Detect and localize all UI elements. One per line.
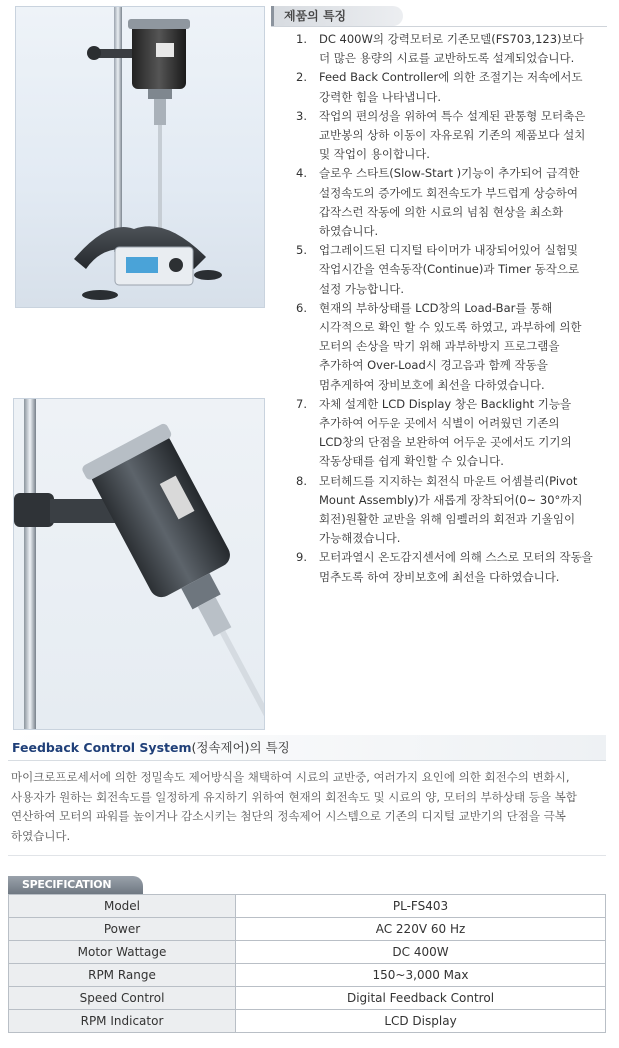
spec-value: PL-FS403 (236, 895, 606, 918)
features-list (286, 30, 598, 587)
product-photo-motor-closeup (13, 398, 265, 730)
spec-label: Model (9, 895, 236, 918)
spec-value: DC 400W (236, 941, 606, 964)
table-row (9, 941, 606, 964)
feature-text: DC 400W의 강력모터로 기존모델(FS703,123)보다 더 많은 용량의 시료를 교반하도록 설계되었습니다. (319, 32, 584, 66)
spec-label: RPM Range (9, 964, 236, 987)
feature-item (286, 164, 598, 241)
feature-number: 8. (296, 473, 307, 488)
feature-text: 슬로우 스타트(Slow-Start )기능이 추가되어 급격한 설정속도의 증가에도 회전속도가 부드럽게 상승하여 갑작스런 작동에 의한 시료의 넘침 현상을 최소화 하였습니다. (319, 166, 580, 239)
product-photo-stirrer-stand (15, 6, 265, 308)
feature-text: 현재의 부하상태를 LCD창의 Load-Bar를 통해 시각적으로 확인 할 수 있도록 하였고, 과부하에 의한 모터의 손상을 막기 위해 과부하방지 프로그램을 추가하여 Over-Load시 경고음과 함께 작동을 멈추게하여 장비보호에 최선을 다하였습니다. (319, 300, 582, 392)
feature-number: 1. (296, 32, 307, 46)
section-divider (271, 26, 607, 27)
features-section-title: 제품의 특징 (271, 6, 403, 26)
feature-number: 2. (296, 70, 307, 85)
feature-number: 9. (296, 550, 307, 565)
motor-closeup-illustration (14, 399, 264, 729)
specification-table (8, 894, 606, 1033)
feature-number: 4. (296, 166, 307, 181)
feedback-description: 마이크로프로세서에 의한 정밀속도 제어방식을 채택하여 시료의 교반중, 여러가지 요인에 의한 회전수의 변화시, 사용자가 원하는 회전속도를 일정하게 유지하기 위하여 현재의 회전속도 및 시료의 양, 모터의 부하상태 등을 복합 연산하여 모터의 파워를 높이거나 감소시키는 첨단의 정속제어 시스템으로 기존의 디지털 교반기의 단점을 극복 하였습니다. (11, 770, 577, 843)
feedback-section-title (8, 735, 606, 761)
spec-label: RPM Indicator (9, 1010, 236, 1033)
feature-text: 업그레이드된 디지털 타이머가 내장되어있어 실험및 작업시간을 연속동작(Continue)과 Timer 동작으로 설정 가능합니다. (319, 243, 580, 296)
feedback-title-highlight: Feedback Control System (12, 740, 192, 755)
feature-item (286, 395, 598, 472)
section-divider (8, 855, 606, 856)
feedback-title-rest: (정속제어)의 특징 (191, 740, 290, 755)
feature-text: 작업의 편의성을 위하여 특수 설계된 관통형 모터축은 교반봉의 상하 이동이 자유로워 기존의 제품보다 설치 및 작업이 용이합니다. (319, 108, 586, 162)
feature-number: 3. (296, 108, 307, 123)
feature-number: 7. (296, 396, 307, 411)
spec-value: AC 220V 60 Hz (236, 918, 606, 941)
spec-value: 150~3,000 Max (236, 964, 606, 987)
feature-number: 5. (296, 243, 307, 258)
table-row (9, 895, 606, 918)
feature-item (286, 299, 598, 395)
feature-item (286, 548, 598, 586)
feature-text: Feed Back Controller에 의한 조절기는 저속에서도 강력한 힘을 나타냅니다. (319, 70, 583, 104)
feature-item (286, 68, 598, 106)
feature-text: 자체 설계한 LCD Display 창은 Backlight 기능을 추가하여 어두운 곳에서 식별이 어려웠던 기존의 LCD창의 단점을 보완하여 어두운 곳에서도 기기의 작동상태를 쉽게 확인할 수 있습니다. (319, 396, 572, 469)
table-row (9, 964, 606, 987)
specification-title: SPECIFICATION (8, 876, 143, 894)
stirrer-stand-illustration (16, 7, 264, 307)
table-row (9, 918, 606, 941)
spec-label: Motor Wattage (9, 941, 236, 964)
spec-label: Speed Control (9, 987, 236, 1010)
table-row (9, 1010, 606, 1033)
table-row (9, 987, 606, 1010)
feature-item (286, 30, 598, 68)
feature-item (286, 107, 598, 165)
spec-value: Digital Feedback Control (236, 987, 606, 1010)
feature-text: 모터헤드를 지지하는 회전식 마운트 어셈블리(Pivot Mount Assembly)가 새롭게 장착되어(0~ 30°까지 회전)원활한 교반을 위해 임펠러의 회전과 기울임이 가능해졌습니다. (319, 473, 583, 546)
feature-item (286, 241, 598, 299)
feature-item (286, 472, 598, 549)
spec-label: Power (9, 918, 236, 941)
spec-value: LCD Display (236, 1010, 606, 1033)
feature-number: 6. (296, 300, 307, 315)
feature-text: 모터과열시 온도감지센서에 의해 스스로 모터의 작동을 멈추도록 하여 장비보호에 최선을 다하였습니다. (319, 550, 593, 584)
